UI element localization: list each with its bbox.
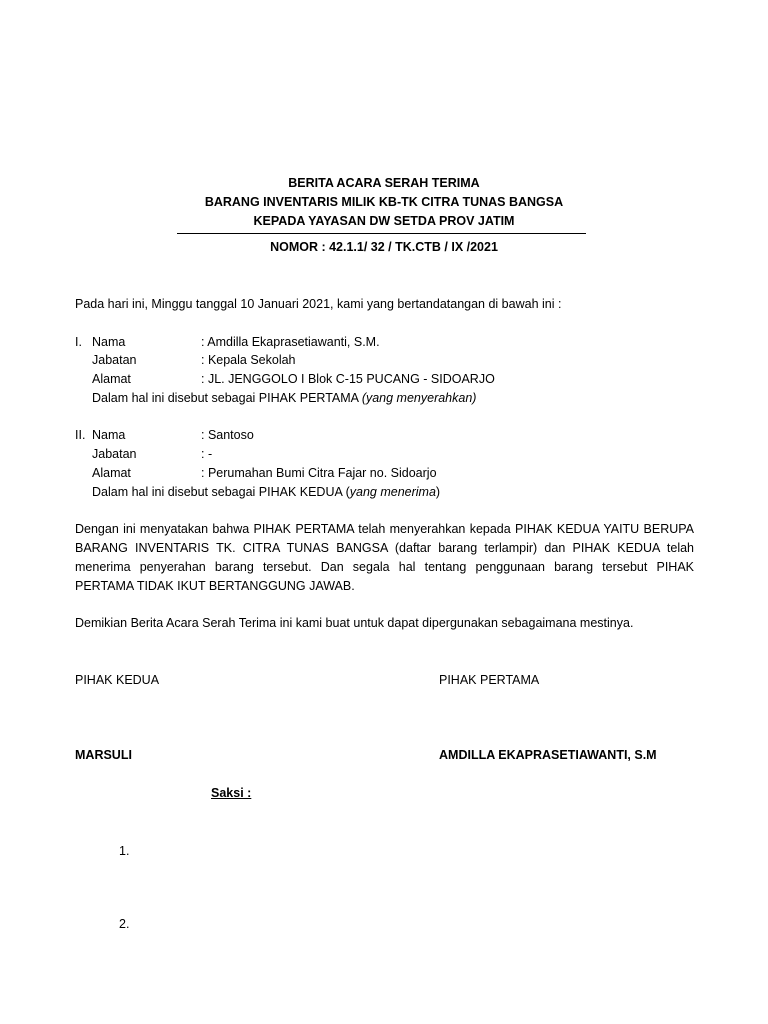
witness-label: Saksi : <box>211 786 252 800</box>
party-1-position-value: : Kepala Sekolah <box>201 353 296 367</box>
party-2-designation-role: yang menerima <box>349 485 436 499</box>
document-subtitle-1: BARANG INVENTARIS MILIK KB-TK CITRA TUNAS BANGSA <box>204 195 564 209</box>
party-2-numeral: II. <box>75 428 86 442</box>
signature-left-name: MARSULI <box>75 748 132 762</box>
signature-right-role: PIHAK PERTAMA <box>439 673 540 687</box>
party-2-name-label: Nama <box>92 428 126 442</box>
party-2-position-label: Jabatan <box>92 447 137 461</box>
party-1-numeral: I. <box>75 335 82 349</box>
party-2-address-value: : Perumahan Bumi Citra Fajar no. Sidoarjo <box>201 466 437 480</box>
document-number: NOMOR : 42.1.1/ 32 / TK.CTB / IX /2021 <box>270 240 498 254</box>
statement-paragraph: Dengan ini menyatakan bahwa PIHAK PERTAMA telah menyerahkan kepada PIHAK KEDUA YAITU BERUPA BARANG INVENTARIS TK. CITRA TUNAS BANGSA (daftar barang terlampir) dan PIHAK KEDUA telah menerima penyerahan barang tersebut. Dan segala hal tentang penggunaan barang tersebut PIHAK PERTAMA TIDAK IKUT BERTANGGUNG JAWAB. <box>75 522 694 593</box>
header-divider <box>177 233 586 234</box>
party-2-designation-close: ) <box>435 485 441 499</box>
signature-left-role: PIHAK KEDUA <box>75 673 160 687</box>
party-1-address-value: : JL. JENGGOLO I Blok C-15 PUCANG - SIDOARJO <box>201 372 495 386</box>
party-1-designation <box>92 389 476 408</box>
party-1-name-value: : Amdilla Ekaprasetiawanti, S.M. <box>201 335 380 349</box>
party-2-designation-text: Dalam hal ini disebut sebagai PIHAK KEDUA ( <box>92 485 350 499</box>
intro-text: Pada hari ini, Minggu tanggal 10 Januari 2021, kami yang bertandatangan di bawah ini : <box>75 297 562 311</box>
party-2-name-value: : Santoso <box>201 428 254 442</box>
party-1-position-label: Jabatan <box>92 353 137 367</box>
party-1-designation-role: (yang menyerahkan) <box>361 391 477 405</box>
party-2-address-label: Alamat <box>92 466 131 480</box>
witness-item-2: 2. <box>119 917 130 931</box>
party-1-address-label: Alamat <box>92 372 131 386</box>
document-title: BERITA ACARA SERAH TERIMA <box>288 176 480 190</box>
party-1-name-label: Nama <box>92 335 126 349</box>
document-subtitle-2: KEPADA YAYASAN DW SETDA PROV JATIM <box>253 214 515 228</box>
party-2-designation <box>92 483 440 502</box>
party-1-designation-text: Dalam hal ini disebut sebagai PIHAK PERTAMA <box>92 391 362 405</box>
party-2-position-value: : - <box>201 447 213 461</box>
closing-text: Demikian Berita Acara Serah Terima ini kami buat untuk dapat dipergunakan sebagaimana mestinya. <box>75 616 634 630</box>
witness-item-1: 1. <box>119 844 130 858</box>
signature-right-name: AMDILLA EKAPRASETIAWANTI, S.M <box>439 748 657 762</box>
